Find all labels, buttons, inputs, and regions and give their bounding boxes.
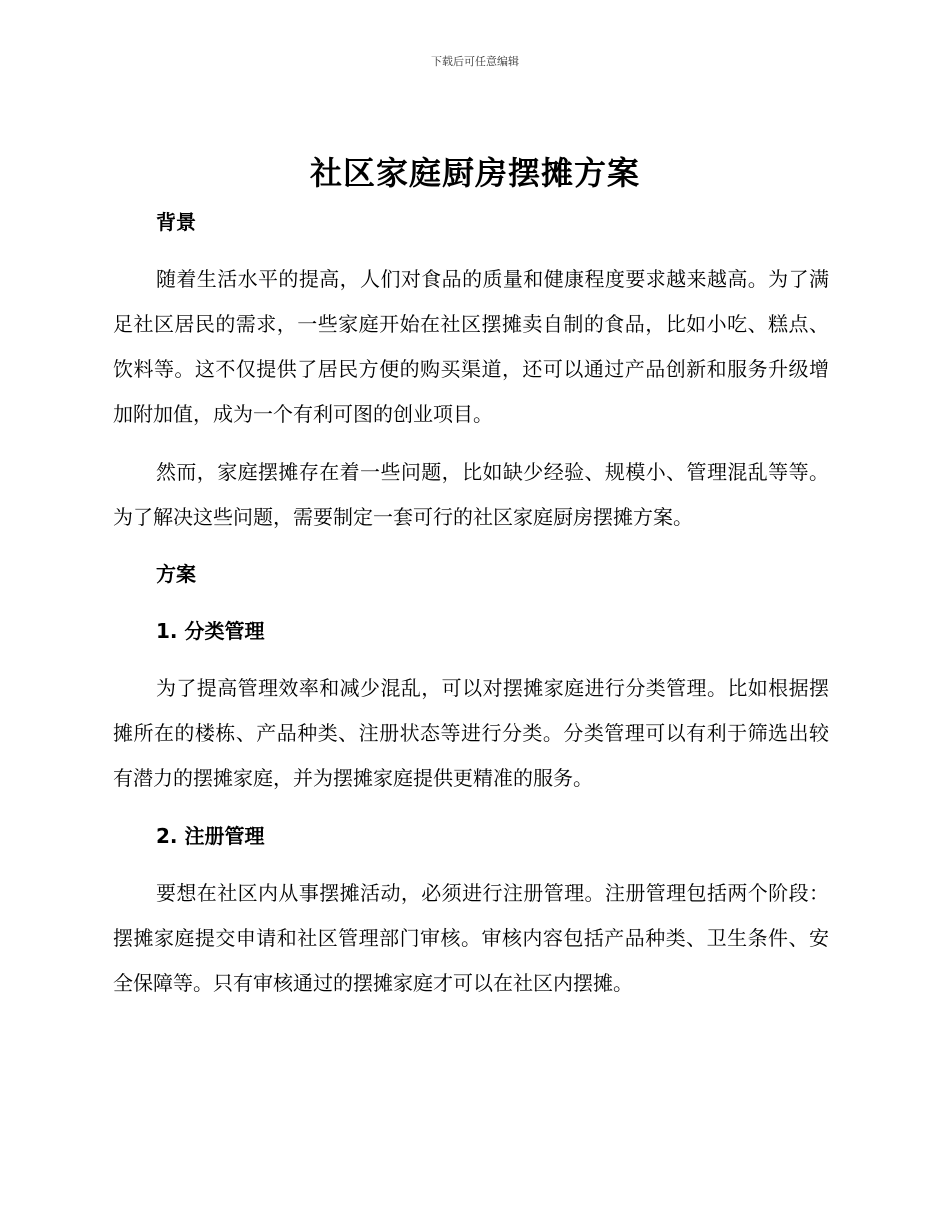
subsection-heading-classification: 1. 分类管理: [156, 619, 265, 643]
section-heading-plan: 方案: [156, 562, 196, 586]
paragraph-background-2: 然而，家庭摆摊存在着一些问题，比如缺少经验、规模小、管理混乱等等。为了解决这些问题，需要制定一套可行的社区家庭厨房摆摊方案。: [113, 460, 829, 529]
header-note: 下载后可任意编辑: [431, 55, 519, 68]
subsection-heading-registration: 2. 注册管理: [156, 824, 265, 848]
paragraph-classification: 为了提高管理效率和减少混乱，可以对摆摊家庭进行分类管理。比如根据摆摊所在的楼栋、产品种类、注册状态等进行分类。分类管理可以有利于筛选出较有潜力的摆摊家庭，并为摆摊家庭提供更精准的服务。: [113, 676, 829, 790]
paragraph-background-1: 随着生活水平的提高，人们对食品的质量和健康程度要求越来越高。为了满足社区居民的需求，一些家庭开始在社区摆摊卖自制的食品，比如小吃、糕点、饮料等。这不仅提供了居民方便的购买渠道，还可以通过产品创新和服务升级增加附加值，成为一个有利可图的创业项目。: [113, 267, 829, 426]
section-heading-background: 背景: [156, 210, 196, 234]
document-title: 社区家庭厨房摆摊方案: [309, 154, 640, 192]
paragraph-registration: 要想在社区内从事摆摊活动，必须进行注册管理。注册管理包括两个阶段：摆摊家庭提交申请和社区管理部门审核。审核内容包括产品种类、卫生条件、安全保障等。只有审核通过的摆摊家庭才可以在社区内摆摊。: [113, 881, 829, 995]
